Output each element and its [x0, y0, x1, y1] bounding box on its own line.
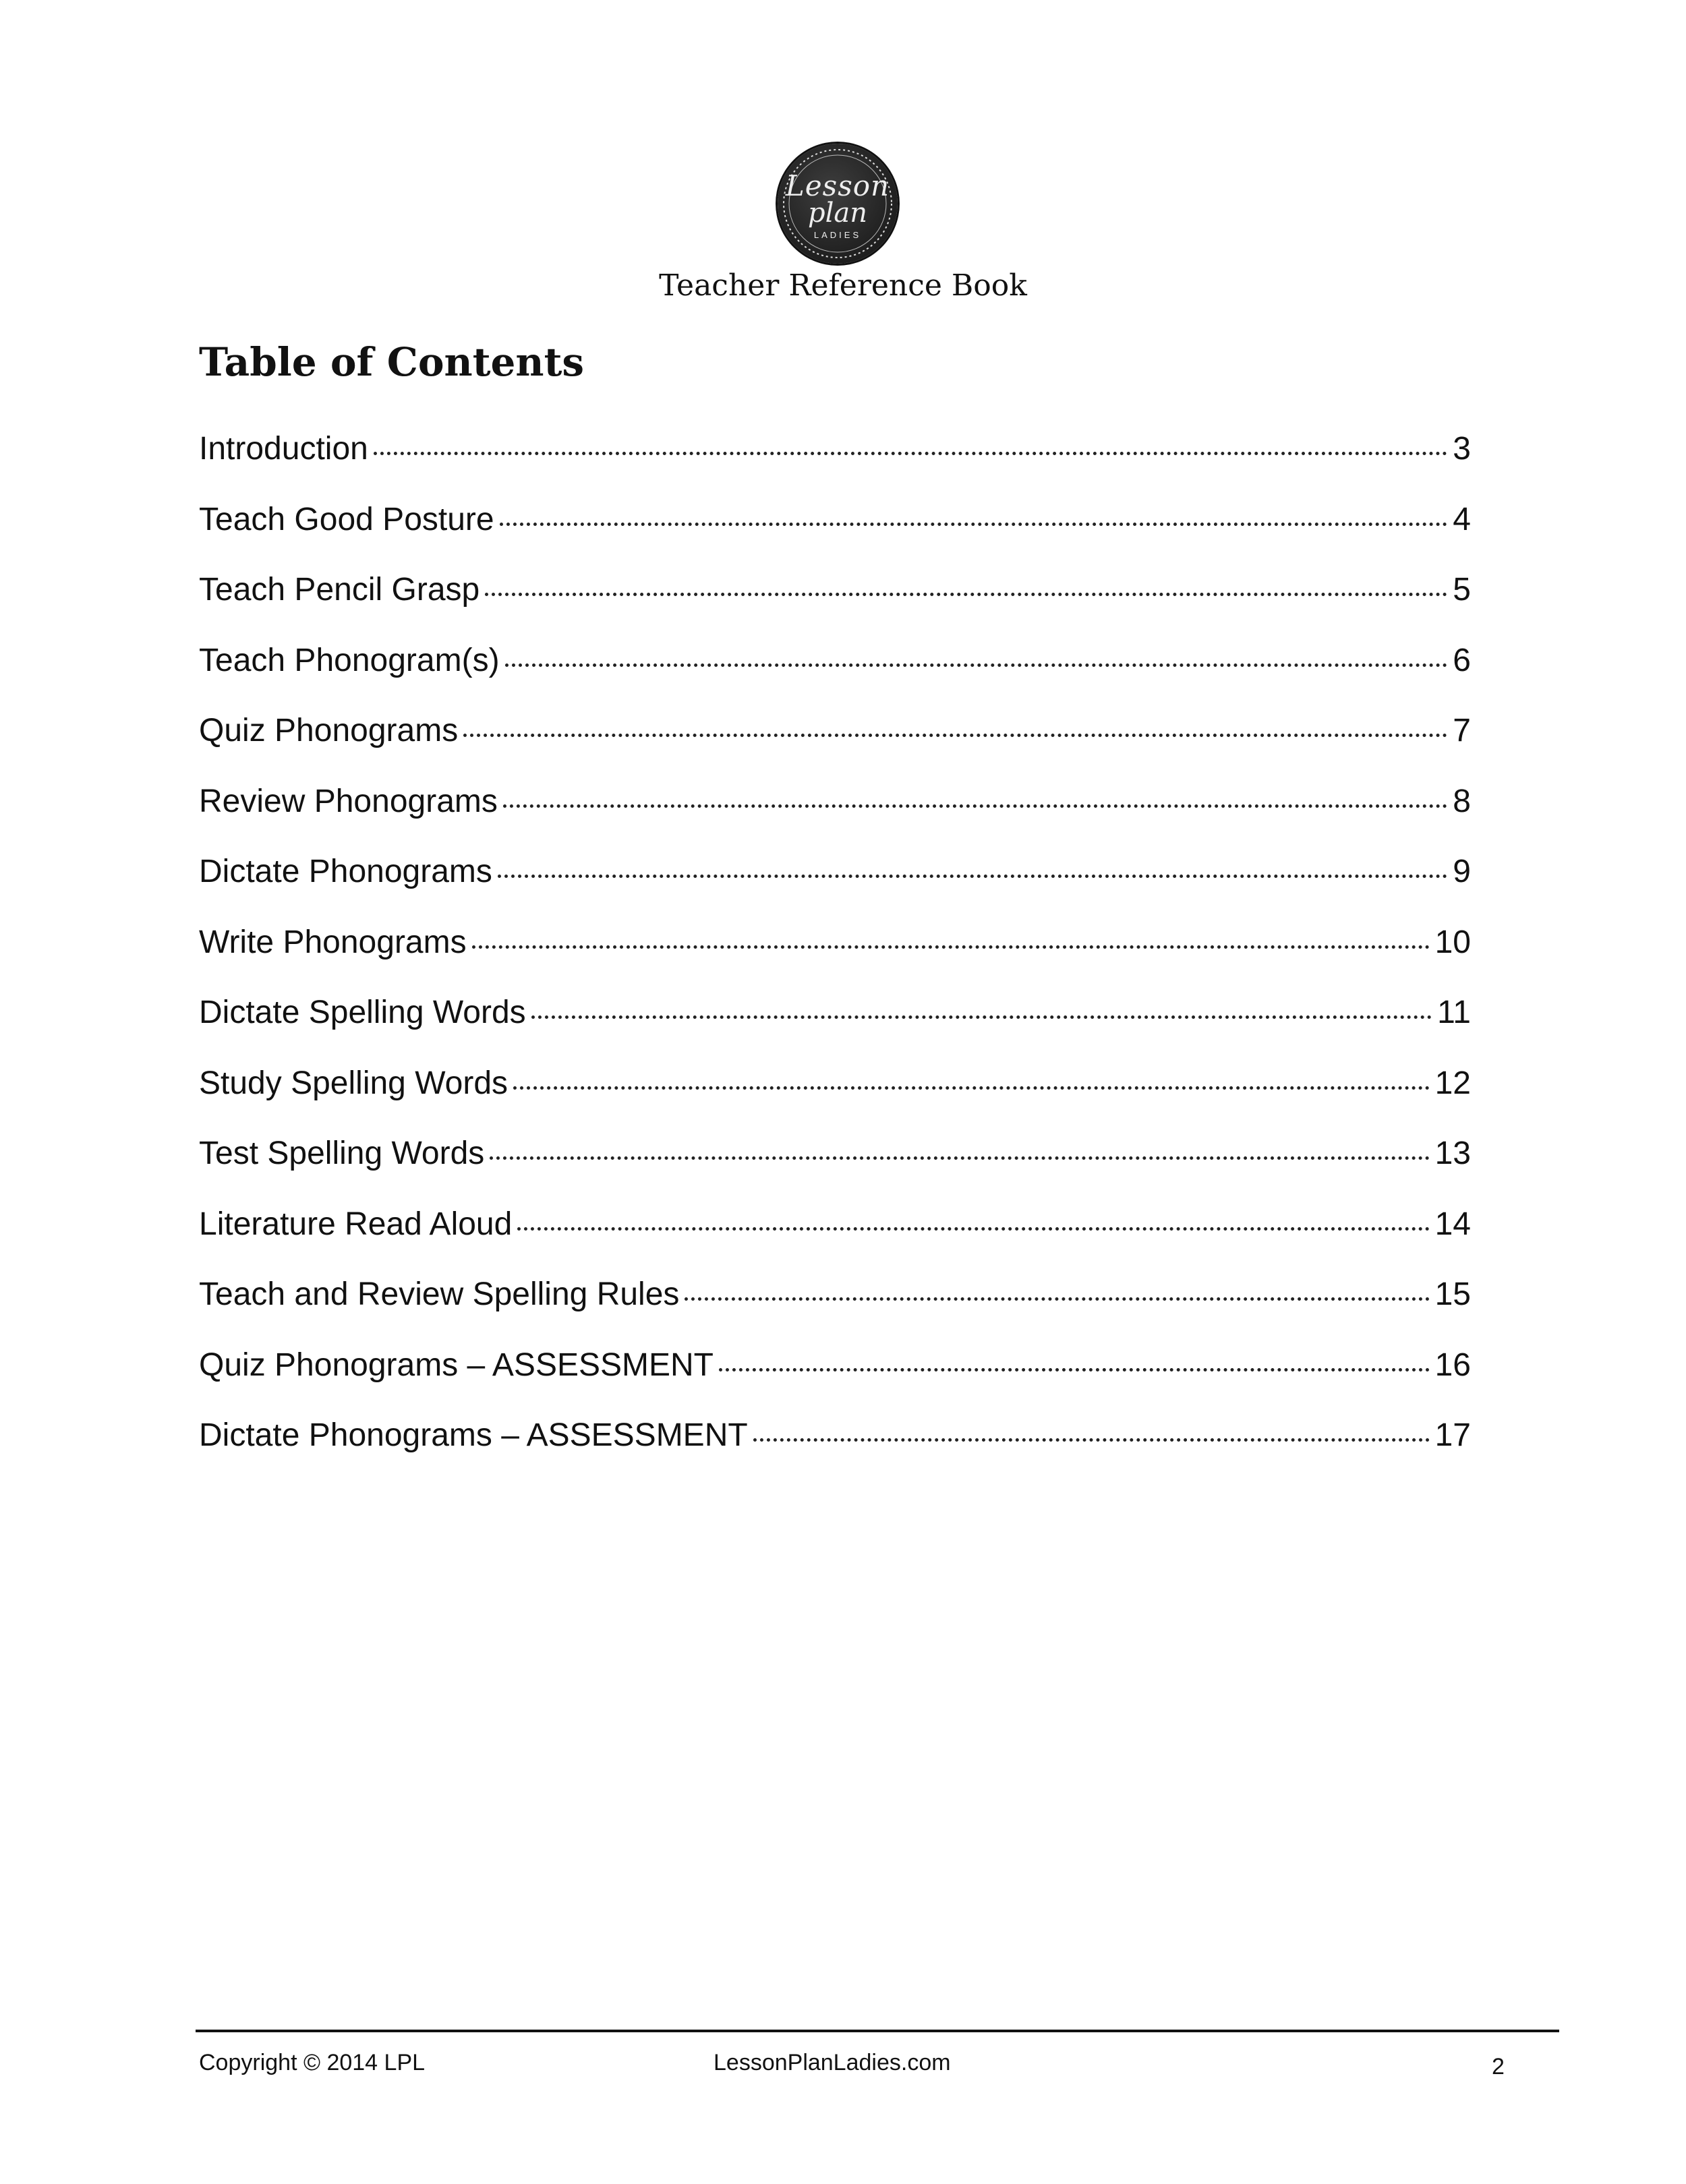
toc-entry-page: 5: [1453, 572, 1471, 608]
dot-leader: [472, 945, 1430, 949]
toc-entry[interactable]: [199, 1276, 1471, 1347]
toc-entry[interactable]: [199, 1347, 1471, 1417]
dot-leader: [505, 663, 1448, 667]
toc-entry-title: Quiz Phonograms: [199, 713, 459, 748]
toc-entry-page: 11: [1437, 995, 1471, 1030]
toc-entry[interactable]: [199, 571, 1471, 642]
dot-leader: [490, 1156, 1429, 1160]
toc-entry-title: Review Phonograms: [199, 783, 498, 819]
toc-entry-page: 16: [1434, 1347, 1471, 1383]
dot-leader: [719, 1368, 1430, 1371]
toc-entry[interactable]: [199, 501, 1471, 572]
toc-entry-page: 6: [1453, 642, 1471, 678]
lesson-plan-ladies-logo-icon: [778, 144, 898, 264]
dot-leader: [513, 1086, 1430, 1090]
toc-entry-title: Teach Phonogram(s): [199, 642, 500, 678]
toc-entry-page: 8: [1453, 783, 1471, 819]
table-of-contents: [199, 430, 1471, 1487]
toc-entry-page: 15: [1434, 1276, 1471, 1312]
toc-entry-title: Dictate Phonograms: [199, 854, 492, 889]
toc-entry-title: Dictate Spelling Words: [199, 995, 526, 1030]
dot-leader: [503, 804, 1447, 808]
toc-entry[interactable]: [199, 1065, 1471, 1135]
dot-leader: [500, 523, 1448, 526]
toc-entry-title: Introduction: [199, 431, 368, 467]
toc-entry-page: 12: [1434, 1065, 1471, 1101]
toc-entry-title: Teach and Review Spelling Rules: [199, 1276, 680, 1312]
footer-website: LessonPlanLadies.com: [714, 2050, 951, 2075]
toc-entry-page: 9: [1453, 854, 1471, 889]
toc-entry-title: Teach Pencil Grasp: [199, 572, 480, 608]
footer-page-number: 2: [1492, 2054, 1505, 2079]
toc-entry-title: Study Spelling Words: [199, 1065, 508, 1101]
toc-entry[interactable]: [199, 1206, 1471, 1276]
toc-entry[interactable]: [199, 1135, 1471, 1206]
logo-text-line-2: plan: [807, 198, 867, 229]
toc-entry[interactable]: [199, 712, 1471, 783]
toc-entry[interactable]: [199, 783, 1471, 854]
toc-entry-page: 4: [1453, 501, 1471, 537]
toc-entry[interactable]: [199, 1417, 1471, 1487]
toc-entry-title: Teach Good Posture: [199, 501, 494, 537]
dot-leader: [463, 734, 1447, 737]
dot-leader: [685, 1297, 1429, 1301]
dot-leader: [485, 593, 1447, 596]
logo-text-line-3: LADIES: [813, 230, 862, 240]
toc-entry[interactable]: [199, 924, 1471, 995]
toc-entry-page: 7: [1453, 713, 1471, 748]
toc-entry[interactable]: [199, 430, 1471, 501]
dot-leader: [374, 452, 1447, 455]
toc-entry-page: 13: [1434, 1135, 1471, 1171]
footer-divider: [196, 2030, 1559, 2032]
toc-entry-title: Literature Read Aloud: [199, 1206, 513, 1242]
toc-entry-title: Write Phonograms: [199, 924, 467, 960]
logo-text-line-1: Lesson: [785, 169, 890, 202]
toc-entry[interactable]: [199, 642, 1471, 713]
dot-leader: [517, 1227, 1429, 1231]
toc-entry-page: 3: [1453, 431, 1471, 467]
dot-leader: [531, 1015, 1432, 1019]
toc-heading: Table of Contents: [199, 339, 585, 385]
toc-entry-page: 10: [1434, 924, 1471, 960]
toc-entry[interactable]: [199, 994, 1471, 1065]
toc-entry[interactable]: [199, 853, 1471, 924]
footer-copyright: Copyright © 2014 LPL: [199, 2050, 426, 2075]
toc-entry-title: Test Spelling Words: [199, 1135, 485, 1171]
toc-entry-page: 14: [1434, 1206, 1471, 1242]
document-subtitle: Teacher Reference Book: [659, 268, 1027, 303]
dot-leader: [498, 875, 1447, 878]
toc-entry-page: 17: [1434, 1417, 1471, 1453]
toc-entry-title: Dictate Phonograms – ASSESSMENT: [199, 1417, 748, 1453]
toc-entry-title: Quiz Phonograms – ASSESSMENT: [199, 1347, 714, 1383]
dot-leader: [753, 1438, 1430, 1442]
